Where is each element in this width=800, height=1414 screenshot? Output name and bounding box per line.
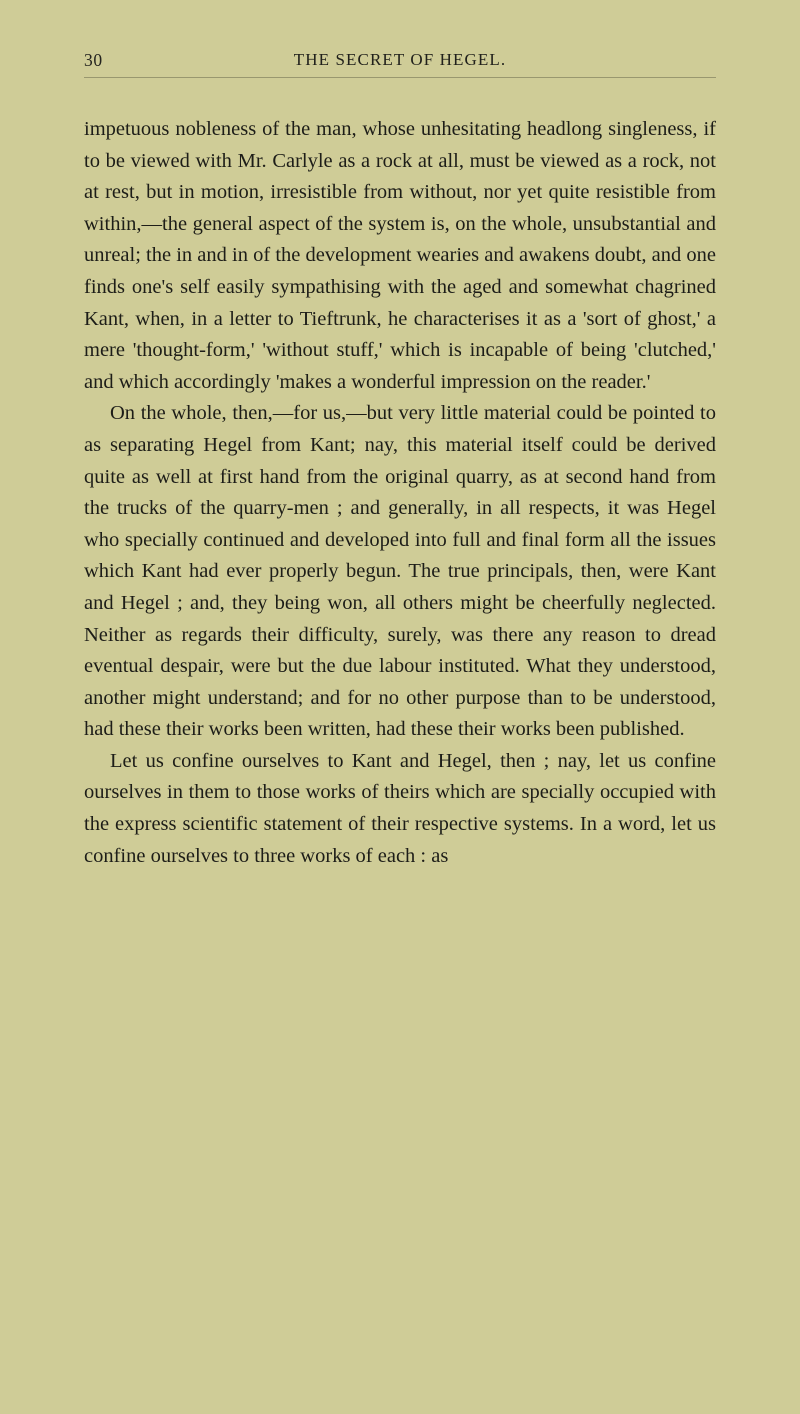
page-header: [84, 44, 716, 84]
header-rule: [84, 77, 716, 78]
running-title: THE SECRET OF HEGEL.: [293, 50, 507, 69]
paragraph-1: impetuous nobleness of the man, whose unhesitating headlong singleness, if to be viewed with Mr. Carlyle as a rock at all, must be viewed as a rock, not at rest, but in motion, irresistible from without, nor yet quite resistible from within,—the general aspect of the system is, on the whole, unsubstantial and unreal; the in and in of the development wearies and awakens doubt, and one finds one's self easily sympathising with the aged and somewhat chagrined Kant, when, in a letter to Tieftrunk, he characterises it as a 'sort of ghost,' a mere 'thought-form,' 'without stuff,' which is incapable of being 'clutched,' and which accordingly 'makes a wonderful impression on the reader.': [84, 118, 716, 393]
page-number: 30: [84, 50, 103, 70]
paragraph-2: On the whole, then,—for us,—but very little material could be pointed to as separating Hegel from Kant; nay, this material itself could be derived quite as well at first hand from the original quarry, as at second hand from the trucks of the quarry-men ; and generally, in all respects, it was Hegel who specially continued and developed into full and final form all the issues which Kant had ever properly begun. The true principals, then, were Kant and Hegel ; and, they being won, all others might be cheerfully neglected. Neither as regards their difficulty, surely, was there any reason to dread eventual despair, were but the due labour instituted. What they understood, another might understand; and for no other purpose than to be understood, had these their works been written, had these their works been published.: [84, 402, 716, 741]
page-body: [84, 114, 716, 872]
paragraph-3: Let us confine ourselves to Kant and Hegel, then ; nay, let us confine ourselves in them to those works of theirs which are specially occupied with the express scientific statement of their respective systems. In a word, let us confine ourselves to three works of each : as: [84, 749, 716, 867]
